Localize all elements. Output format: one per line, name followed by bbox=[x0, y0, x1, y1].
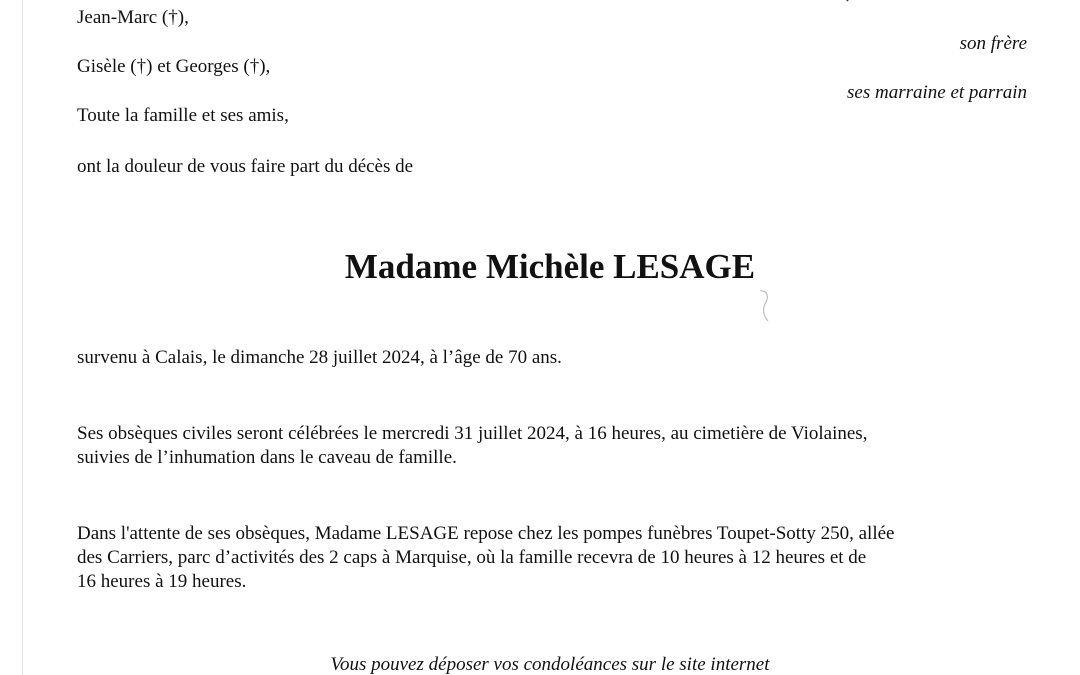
relation-marraine-parrain: ses marraine et parrain bbox=[847, 82, 1027, 103]
visitation-line-1: Dans l'attente de ses obsèques, Madame LESAGE repose chez les pompes funèbres Toupet-Sotty 250, allée bbox=[77, 523, 895, 544]
mourner-line-family: Toute la famille et ses amis, bbox=[77, 105, 289, 126]
funeral-paragraph bbox=[77, 422, 1037, 470]
visitation-paragraph bbox=[77, 522, 1037, 594]
death-info: survenu à Calais, le dimanche 28 juillet 2024, à l’âge de 70 ans. bbox=[77, 347, 562, 368]
announcement-line: ont la douleur de vous faire part du décès de bbox=[77, 156, 414, 177]
visitation-line-2: des Carriers, parc d’activités des 2 caps à Marquise, où la famille recevra de 10 heures à 12 heures et de bbox=[77, 547, 867, 568]
mourner-line-jean-marc: Jean-Marc (†), bbox=[77, 7, 189, 28]
condolences-line: Vous pouvez déposer vos condoléances sur le site internet bbox=[330, 654, 770, 675]
relation-son-frere: son frère bbox=[959, 33, 1027, 54]
funeral-line-2: suivies de l’inhumation dans le caveau de famille. bbox=[77, 447, 457, 468]
funeral-line-1: Ses obsèques civiles seront célébrées le mercredi 31 juillet 2024, à 16 heures, au cimetière de Violaines, bbox=[77, 423, 868, 444]
scan-fragment-icon bbox=[842, 0, 852, 2]
visitation-line-3: 16 heures à 19 heures. bbox=[77, 571, 247, 592]
scan-mark-icon bbox=[758, 287, 772, 325]
deceased-name: Madame Michèle LESAGE bbox=[344, 247, 756, 286]
scan-edge-line bbox=[22, 0, 23, 675]
mourner-line-gisele-georges: Gisèle (†) et Georges (†), bbox=[77, 56, 271, 77]
